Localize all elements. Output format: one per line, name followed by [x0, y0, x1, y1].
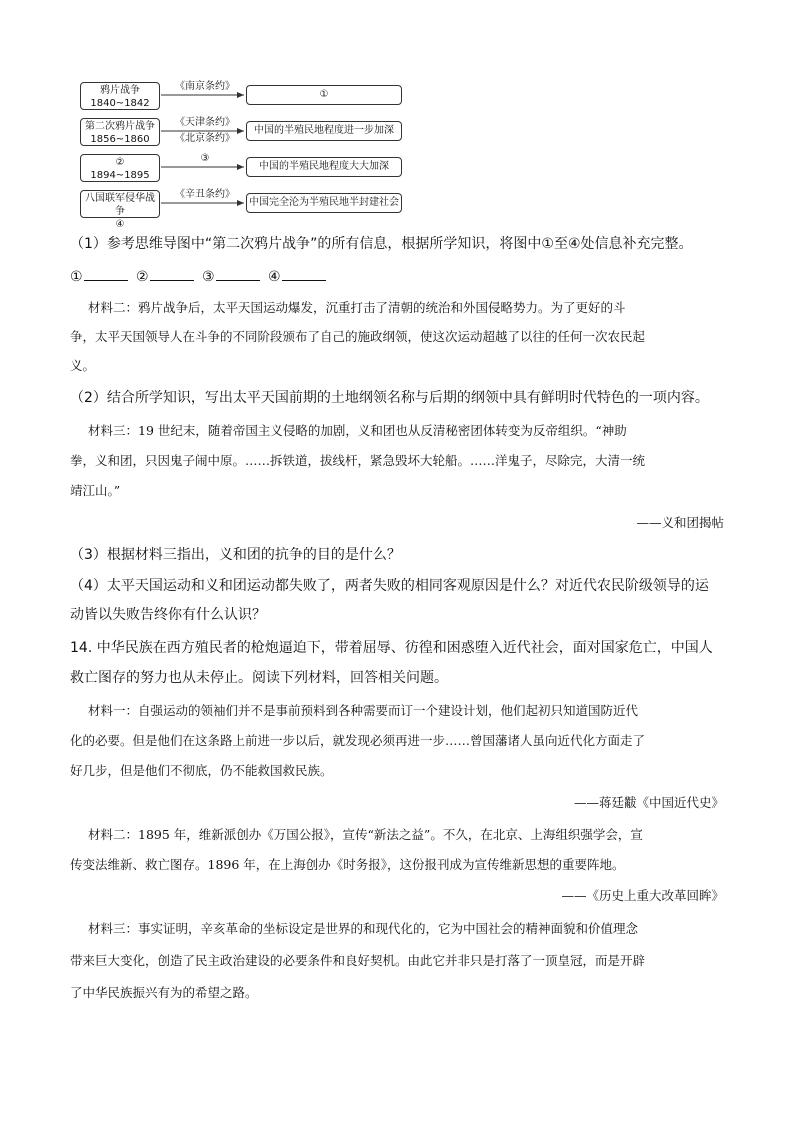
material-paragraph: 材料二：1895 年，维新派创办《万国公报》，宣传“新法之益”。不久，在北京、上海组织强学会，宣: [88, 827, 643, 842]
material-paragraph: 材料二：鸦片战争后，太平天国运动爆发，沉重打击了清朝的统治和外国侵略势力。为了更好的斗: [88, 300, 626, 315]
question-14: 14. 中华民族在西方殖民者的枪炮逼迫下，带着屈辱、彷徨和困惑堕入近代社会，面对国家危亡，中国人: [70, 640, 713, 656]
war-2-box: [80, 154, 160, 182]
question-1: （1）参考思维导图中“第二次鸦片战争”的所有信息，根据所学知识，将图中①至④处信息补充完整。: [70, 236, 693, 252]
material-paragraph: 了中华民族振兴有为的希望之路。: [70, 985, 258, 1000]
material-paragraph: 靖江山。”: [70, 483, 121, 498]
material-paragraph: 义。: [70, 358, 96, 373]
result-box: 中国的半殖民地程度大大加深: [246, 157, 402, 177]
material-paragraph: 拳，义和团，只因鬼子闹中原。……拆铁道，拔线杆，紧急毁坏大轮船。……洋鬼子，尽除完，大清一统: [70, 453, 646, 468]
answer-blank-1[interactable]: [84, 266, 128, 281]
question-3: （3）根据材料三指出，义和团的抗争的目的是什么？: [70, 547, 401, 563]
war-name: 第二次鸦片战争: [85, 121, 155, 132]
war-name: 八国联军侵华战争: [85, 193, 155, 217]
war-years: ④: [115, 219, 125, 230]
material-paragraph: 带来巨大变化，创造了民主政治建设的必要条件和良好契机。由此它并非只是打落了一顶皇冠，而是开辟: [70, 953, 646, 968]
material-source: ——蒋廷黻《中国近代史》: [573, 795, 724, 810]
war-treaty-diagram: [0, 0, 794, 230]
material-paragraph: 材料三：19 世纪末，随着帝国主义侵略的加剧，义和团也从反清秘密团体转变为反帝组织。“神助: [88, 423, 627, 438]
treaty-label: 《天津条约》: [175, 117, 235, 128]
material-paragraph: 化的必要。但是他们在这条路上前进一步以后，就发现必须再进一步……曾国藩诸人虽向近代化方面走了: [70, 733, 646, 748]
war-years: 1840~1842: [90, 98, 150, 109]
material-source: ——《历史上重大改革回眸》: [561, 888, 724, 903]
war-name: 鸦片战争: [100, 85, 140, 96]
material-paragraph: 材料一：自强运动的领袖们并不是事前预料到各种需要而订一个建设计划，他们起初只知道国防近代: [88, 703, 639, 718]
material-source: ——义和团揭帖: [636, 515, 724, 530]
war-years: 1856~1860: [90, 134, 150, 145]
material-paragraph: 争，太平天国领导人在斗争的不同阶段颁布了自己的施政纲领，使这次运动超越了以往的任何一次农民起: [70, 329, 646, 344]
material-paragraph: 传变法维新、救亡图存。1896 年，在上海创办《时务报》，这份报刊成为宣传维新思想的重要阵地。: [70, 857, 625, 872]
answer-blank-2[interactable]: [150, 266, 194, 281]
treaty-label: 《辛丑条约》: [175, 189, 235, 200]
treaty-label: 《南京条约》: [175, 81, 235, 92]
answer-blank-3[interactable]: [216, 266, 260, 281]
treaty-label: 《北京条约》: [175, 133, 235, 144]
question-14-cont: 救亡图存的努力也从未停止。阅读下列材料，回答相关问题。: [70, 670, 448, 686]
war-name: ②: [115, 157, 125, 168]
blank-label: ③: [202, 269, 215, 285]
eight-nation-war-box: [80, 190, 160, 230]
question-4: （4）太平天国运动和义和团运动都失败了，两者失败的相同客观原因是什么？对近代农民阶级领导的运: [70, 578, 709, 594]
treaty-label: ③: [200, 153, 210, 164]
war-years: 1894~1895: [90, 170, 150, 181]
diagram-arrows: [0, 0, 794, 220]
result-box: 中国完全沦为半殖民地半封建社会: [246, 193, 402, 213]
answer-blanks: [70, 266, 330, 287]
blank-label: ①: [70, 269, 83, 285]
result-box: 中国的半殖民地程度进一步加深: [246, 121, 402, 141]
result-box: ①: [246, 85, 402, 105]
answer-blank-4[interactable]: [282, 266, 326, 281]
question-2: （2）结合所学知识，写出太平天国前期的土地纲领名称与后期的纲领中具有鲜明时代特色的一项内容。: [70, 390, 709, 406]
material-paragraph: 材料三：事实证明，辛亥革命的坐标设定是世界的和现代化的，它为中国社会的精神面貌和价值理念: [88, 921, 639, 936]
question-4-cont: 动皆以失败告终你有什么认识？: [70, 607, 266, 623]
blank-label: ②: [136, 269, 149, 285]
second-opium-war-box: [80, 118, 160, 146]
material-paragraph: 好几步，但是他们不彻底，仍不能救国救民族。: [70, 763, 333, 778]
blank-label: ④: [268, 269, 281, 285]
opium-war-box: [80, 82, 160, 110]
